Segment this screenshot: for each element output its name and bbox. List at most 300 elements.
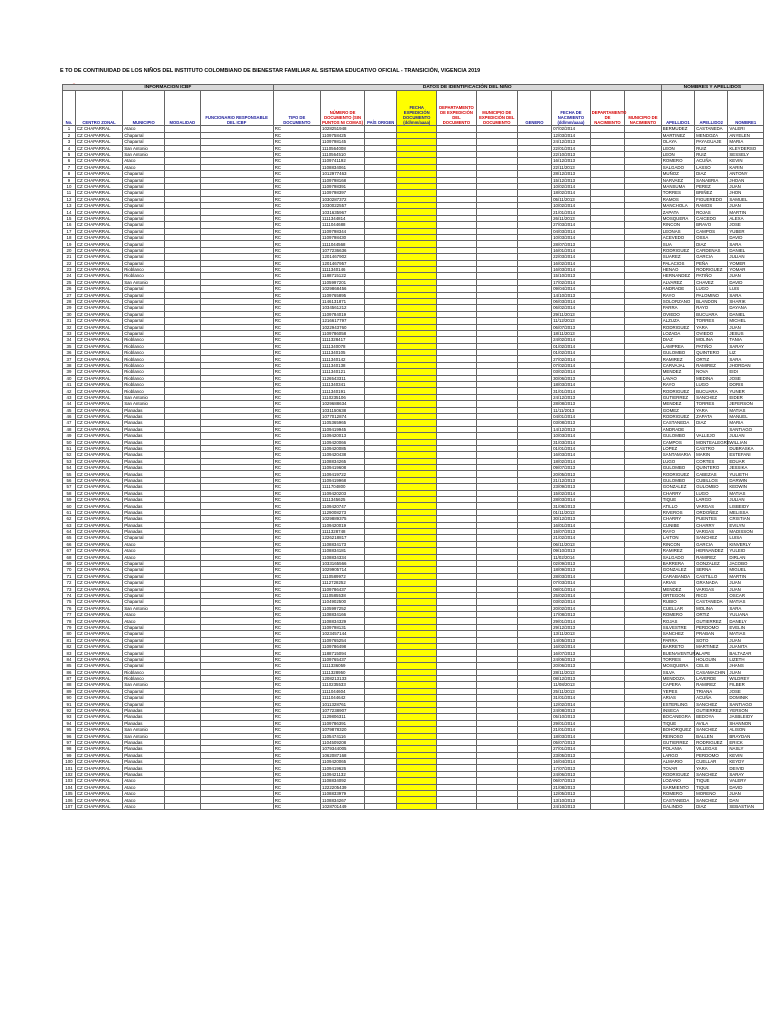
municipio-cell: Planadas — [123, 529, 165, 535]
nombre1-cell: DAN — [728, 797, 764, 803]
apellido1-cell: TIQUE — [661, 497, 694, 503]
municipio-cell: Chaparral — [123, 318, 165, 324]
dep-exp-cell — [437, 803, 477, 809]
apellido2-cell: MOLINA — [695, 605, 728, 611]
centro-zonal-cell: CZ CHAPARRAL — [75, 375, 122, 381]
fecha-nac-cell: 16/03/2014 — [552, 452, 591, 458]
fecha-nac-cell: 25/11/2013 — [552, 688, 591, 694]
col-header-modalidad: MODALIDAD — [165, 91, 200, 126]
fecha-nac-cell: 16/01/2014 — [552, 522, 591, 528]
centro-zonal-cell: CZ CHAPARRAL — [75, 497, 122, 503]
apellido1-cell: MOSQUERA — [661, 663, 694, 669]
nombre1-cell: SARA — [728, 241, 764, 247]
apellido1-cell: LEON — [661, 145, 694, 151]
apellido2-cell: HOLGUIN — [695, 656, 728, 662]
municipio-cell: Chaparral — [123, 171, 165, 177]
centro-zonal-cell: CZ CHAPARRAL — [75, 260, 122, 266]
fecha-nac-cell: 24/10/2013 — [552, 803, 591, 809]
tipo-doc-cell: RC — [273, 759, 320, 765]
fecha-nac-cell: 23/09/2013 — [552, 484, 591, 490]
centro-zonal-cell: CZ CHAPARRAL — [75, 605, 122, 611]
fecha-nac-cell: 24/06/2013 — [552, 771, 591, 777]
nombre1-cell: JULIAN — [728, 254, 764, 260]
tipo-doc-cell: RC — [273, 356, 320, 362]
apellido1-cell: MENDEZ — [661, 586, 694, 592]
row-number: 58 — [63, 490, 76, 496]
centro-zonal-cell: CZ CHAPARRAL — [75, 567, 122, 573]
municipio-cell: Ataco — [123, 548, 165, 554]
apellido2-cell: ORDOÑEZ — [695, 509, 728, 515]
row-number: 21 — [63, 254, 76, 260]
tipo-doc-cell: RC — [273, 452, 320, 458]
nombre1-cell: BRAYDAN — [728, 733, 764, 739]
row-number: 57 — [63, 484, 76, 490]
numero-doc-cell: 1109786437 — [321, 586, 365, 592]
row-number: 18 — [63, 235, 76, 241]
col-header-apellido2: APELLIDO2 — [695, 91, 728, 126]
nombre1-cell: YUNER — [728, 388, 764, 394]
row-number: 53 — [63, 458, 76, 464]
centro-zonal-cell: CZ CHAPARRAL — [75, 362, 122, 368]
municipio-cell: Planadas — [123, 739, 165, 745]
apellido2-cell: BLANDON — [695, 298, 728, 304]
fecha-nac-cell: 12/02/2014 — [552, 701, 591, 707]
fecha-nac-cell: 24/06/2013 — [552, 656, 591, 662]
tipo-doc-cell: RC — [273, 260, 320, 266]
numero-doc-cell: 1011328761 — [321, 701, 365, 707]
tipo-doc-cell: RC — [273, 235, 320, 241]
municipio-cell: Chaparral — [123, 132, 165, 138]
nombre1-cell: CRISTIAN — [728, 516, 764, 522]
nombre1-cell: DANELY — [728, 618, 764, 624]
apellido2-cell: MOLINA — [695, 337, 728, 343]
apellido2-cell: CASTANEDA — [695, 599, 728, 605]
centro-zonal-cell: CZ CHAPARRAL — [75, 196, 122, 202]
centro-zonal-cell: CZ CHAPARRAL — [75, 407, 122, 413]
apellido2-cell: TIQUE — [695, 778, 728, 784]
apellido2-cell: CARDENAS — [695, 247, 728, 253]
row-number: 99 — [63, 752, 76, 758]
row-number: 42 — [63, 388, 76, 394]
municipio-cell: Rioblanco — [123, 343, 165, 349]
nombre1-cell: SESSELY — [728, 151, 764, 157]
tipo-doc-cell: RC — [273, 650, 320, 656]
municipio-cell: Chaparral — [123, 305, 165, 311]
nombre1-cell: MARTIN — [728, 573, 764, 579]
municipio-cell: Chaparral — [123, 592, 165, 598]
municipio-cell: Chaparral — [123, 254, 165, 260]
tipo-doc-cell: RC — [273, 682, 320, 688]
numero-doc-cell: 1109420085 — [321, 445, 365, 451]
tipo-doc-cell: RC — [273, 388, 320, 394]
apellido2-cell: OVIEDO — [695, 330, 728, 336]
numero-doc-cell: 1129008273 — [321, 509, 365, 515]
apellido2-cell: GONZALEZ — [695, 560, 728, 566]
fecha-nac-cell: 27/03/2014 — [552, 222, 591, 228]
nombre1-cell: BALTAZAR — [728, 650, 764, 656]
nombre1-cell: DUBRASKA — [728, 445, 764, 451]
tipo-doc-cell: RC — [273, 746, 320, 752]
centro-zonal-cell: CZ CHAPARRAL — [75, 701, 122, 707]
tipo-doc-cell: RC — [273, 273, 320, 279]
apellido1-cell: RAMOS — [661, 196, 694, 202]
numero-doc-cell: 1012977463 — [321, 171, 365, 177]
apellido2-cell: VARGAS — [695, 503, 728, 509]
centro-zonal-cell: CZ CHAPARRAL — [75, 656, 122, 662]
apellido1-cell: HENAO — [661, 266, 694, 272]
row-number: 40 — [63, 375, 76, 381]
apellido2-cell: CHAVEZ — [695, 279, 728, 285]
apellido2-cell: PEREZ — [695, 183, 728, 189]
row-number: 103 — [63, 778, 76, 784]
row-number: 25 — [63, 279, 76, 285]
municipio-cell: Rioblanco — [123, 337, 165, 343]
municipio-cell: Chaparral — [123, 580, 165, 586]
numero-doc-cell: 1029688634 — [321, 401, 365, 407]
centro-zonal-cell: CZ CHAPARRAL — [75, 318, 122, 324]
apellido1-cell: CUELLAR — [661, 605, 694, 611]
centro-zonal-cell: CZ CHAPARRAL — [75, 797, 122, 803]
nombre1-cell: DEIVID — [728, 765, 764, 771]
apellido2-cell: PAYAGUAJE — [695, 139, 728, 145]
nombre1-cell: JESSIKA — [728, 465, 764, 471]
tipo-doc-cell: RC — [273, 612, 320, 618]
numero-doc-cell: 1129806311 — [321, 714, 365, 720]
tipo-doc-cell: RC — [273, 324, 320, 330]
fecha-nac-cell: 10/03/2014 — [552, 433, 591, 439]
nombre1-cell: SARA — [728, 605, 764, 611]
apellido1-cell: CHARRY — [661, 516, 694, 522]
numero-doc-cell: 1031635967 — [321, 209, 365, 215]
tipo-doc-cell: RC — [273, 522, 320, 528]
apellido1-cell: MARTINEZ — [661, 132, 694, 138]
tipo-doc-cell: RC — [273, 286, 320, 292]
numero-doc-cell: 1111340146 — [321, 266, 365, 272]
apellido1-cell: RODRIGUEZ — [661, 388, 694, 394]
apellido2-cell: LAVERDE — [695, 675, 728, 681]
mun-exp-cell — [476, 803, 517, 809]
apellido2-cell: VILLEGAS — [695, 746, 728, 752]
fecha-nac-cell: 09/10/2013 — [552, 548, 591, 554]
tipo-doc-cell: RC — [273, 541, 320, 547]
apellido2-cell: ACUÑA — [695, 695, 728, 701]
nombre1-cell: EVILYN — [728, 522, 764, 528]
nombre1-cell: LIZETH — [728, 656, 764, 662]
apellido2-cell: HERNANDEZ — [695, 548, 728, 554]
centro-zonal-cell: CZ CHAPARRAL — [75, 490, 122, 496]
col-header-mun-nac: MUNICIPIO DE NACIMIENTO — [625, 91, 662, 126]
apellido1-cell: PALACIOS — [661, 260, 694, 266]
centro-zonal-cell: CZ CHAPARRAL — [75, 350, 122, 356]
centro-zonal-cell: CZ CHAPARRAL — [75, 266, 122, 272]
centro-zonal-cell: CZ CHAPARRAL — [75, 599, 122, 605]
fecha-nac-cell: 08/01/2014 — [552, 586, 591, 592]
apellido2-cell: CASAMACHIN — [695, 669, 728, 675]
col-header-mun-exp: MUNICIPIO DE EXPEDICIÓN DEL DOCUMENTO — [476, 91, 517, 126]
tipo-doc-cell: RC — [273, 733, 320, 739]
apellido2-cell: RUIZ — [695, 151, 728, 157]
row-number: 47 — [63, 420, 76, 426]
apellido1-cell: ZAPATA — [661, 209, 694, 215]
municipio-cell: Chaparral — [123, 695, 165, 701]
table-body — [63, 126, 764, 810]
municipio-cell: Chaparral — [123, 599, 165, 605]
municipio-cell: Chaparral — [123, 183, 165, 189]
col-header-apellido1: APELLIDO1 — [661, 91, 694, 126]
apellido1-cell: HERNANDEZ — [661, 273, 694, 279]
numero-doc-cell: 1028701449 — [321, 803, 365, 809]
fecha-nac-cell: 16/01/2014 — [552, 247, 591, 253]
centro-zonal-cell: CZ CHAPARRAL — [75, 720, 122, 726]
nombre1-cell: MATIAS — [728, 490, 764, 496]
tipo-doc-cell: RC — [273, 203, 320, 209]
fecha-nac-cell: 21/01/2014 — [552, 209, 591, 215]
apellido1-cell: SUA — [661, 241, 694, 247]
numero-doc-cell: 1109420065 — [321, 759, 365, 765]
apellido2-cell: GARCIA — [695, 541, 728, 547]
row-number: 101 — [63, 765, 76, 771]
tipo-doc-cell: RC — [273, 644, 320, 650]
row-number: 100 — [63, 759, 76, 765]
nombre1-cell: YOMAR — [728, 266, 764, 272]
centro-zonal-cell: CZ CHAPARRAL — [75, 624, 122, 630]
apellido2-cell: VARGAS — [695, 586, 728, 592]
fecha-nac-cell: 24/12/2013 — [552, 394, 591, 400]
numero-doc-cell: 1111044604 — [321, 688, 365, 694]
apellido2-cell: GUTIERREZ — [695, 618, 728, 624]
numero-doc-cell: 1110564510 — [321, 151, 365, 157]
apellido1-cell: BUENAVENTURA — [662, 650, 699, 656]
fecha-nac-cell: 15/07/2013 — [552, 529, 591, 535]
centro-zonal-cell: CZ CHAPARRAL — [75, 183, 122, 189]
municipio-cell: Chaparral — [123, 560, 165, 566]
municipio-cell: Planadas — [123, 420, 165, 426]
apellido2-cell: ALAPE — [695, 650, 728, 656]
row-number: 83 — [63, 650, 76, 656]
apellido1-cell: ANDRADE — [661, 426, 694, 432]
apellido1-cell: SUAREZ — [661, 254, 694, 260]
modalidad-cell — [165, 803, 200, 809]
nombre1-cell: WILLIAN — [728, 439, 764, 445]
apellido2-cell: YARA — [695, 407, 728, 413]
fecha-nac-cell: 16/07/2013 — [552, 650, 591, 656]
fecha-nac-cell: 01/01/2014 — [552, 445, 591, 451]
tipo-doc-cell: RC — [273, 688, 320, 694]
municipio-cell: Ataco — [123, 126, 165, 132]
numero-doc-cell: 1208213133 — [321, 675, 365, 681]
centro-zonal-cell: CZ CHAPARRAL — [75, 279, 122, 285]
names-banner: NOMBRES Y APELLIDOS — [661, 85, 763, 91]
nombre1-cell: YULIANA — [728, 612, 764, 618]
apellido2-cell: RAMOS — [695, 203, 728, 209]
numero-doc-cell: 1108834265 — [321, 458, 365, 464]
row-number: 71 — [63, 573, 76, 579]
row-number: 88 — [63, 682, 76, 688]
municipio-cell: Chaparral — [123, 235, 165, 241]
apellido2-cell: ROJAS — [695, 209, 728, 215]
nombre1-cell: YOMER — [728, 260, 764, 266]
nombre1-cell: MATIAS — [728, 599, 764, 605]
tipo-doc-cell: RC — [273, 529, 320, 535]
apellido2-cell: CUBILLOS — [695, 477, 728, 483]
fecha-nac-cell: 29/01/2014 — [552, 618, 591, 624]
numero-doc-cell: 1111340105 — [321, 350, 365, 356]
nombre1-cell: DORIS — [728, 382, 764, 388]
centro-zonal-cell: CZ CHAPARRAL — [75, 554, 122, 560]
row-number: 64 — [63, 529, 76, 535]
row-number: 27 — [63, 292, 76, 298]
centro-zonal-cell: CZ CHAPARRAL — [75, 516, 122, 522]
municipio-cell: Planadas — [123, 439, 165, 445]
fecha-nac-cell: 29/11/2013 — [552, 311, 591, 317]
tipo-doc-cell: RC — [273, 407, 320, 413]
apellido1-cell: INSECA — [661, 707, 694, 713]
municipio-cell: Ataco — [123, 554, 165, 560]
apellido1-cell: YEPES — [661, 688, 694, 694]
centro-zonal-cell: CZ CHAPARRAL — [75, 650, 122, 656]
apellido1-cell: LARGO — [661, 752, 694, 758]
apellido1-cell: MUÑOZ — [661, 171, 694, 177]
nombre1-cell: SEBASTIAN — [728, 803, 764, 809]
apellido1-cell: ANDRADE — [661, 286, 694, 292]
tipo-doc-cell: RC — [273, 592, 320, 598]
fecha-nac-cell: 01/02/2014 — [552, 343, 591, 349]
numero-doc-cell: 1108834092 — [321, 778, 365, 784]
apellido1-cell: RAMIREZ — [661, 548, 694, 554]
municipio-cell: Chaparral — [123, 535, 165, 541]
child-id-banner: DATOS DE IDENTIFICACIÓN DEL NIÑO — [273, 85, 661, 91]
apellido1-cell: LAMPREA — [661, 343, 694, 349]
apellido2-cell: QUINTERO — [695, 350, 728, 356]
nombre1-cell: SARAY — [728, 343, 764, 349]
col-header-no: No. — [63, 91, 76, 126]
numero-doc-cell: 1105474116 — [321, 733, 365, 739]
apellido1-cell: RAYO — [661, 292, 694, 298]
apellido2-cell: SANCHEZ — [695, 535, 728, 541]
fecha-nac-cell: 20/02/2014 — [552, 605, 591, 611]
numero-doc-cell: 1105997252 — [321, 605, 365, 611]
apellido1-cell: ROMERO — [661, 158, 694, 164]
tipo-doc-cell: RC — [273, 311, 320, 317]
fecha-nac-cell: 22/01/2014 — [552, 145, 591, 151]
apellido2-cell: GUTIERREZ — [695, 707, 728, 713]
nombre1-cell: JASBLEIDY — [728, 714, 764, 720]
row-number: 41 — [63, 382, 76, 388]
municipio-cell: Planadas — [123, 522, 165, 528]
tipo-doc-cell: RC — [273, 714, 320, 720]
numero-doc-cell: 1077012874 — [321, 413, 365, 419]
numero-doc-cell: 1109419968 — [321, 477, 365, 483]
col-header-numero-doc: NÚMERO DE DOCUMENTO (SIN PUNTOS NI COMAS) — [321, 91, 365, 126]
apellido1-cell: MENDEZ — [661, 401, 694, 407]
nombre1-cell: JUAN — [728, 791, 764, 797]
fecha-nac-cell: 01/02/2014 — [552, 350, 591, 356]
apellido2-cell: MONTEALEGRE — [696, 439, 730, 445]
nombre1-cell: JUAN — [728, 586, 764, 592]
numero-doc-cell: 1034561212 — [321, 305, 365, 311]
fecha-nac-cell: 13/10/2013 — [552, 797, 591, 803]
apellido1-cell: MANSUMA — [661, 183, 694, 189]
centro-zonal-cell: CZ CHAPARRAL — [75, 803, 122, 809]
nombre1-cell: FILBER — [728, 682, 764, 688]
centro-zonal-cell: CZ CHAPARRAL — [75, 541, 122, 547]
centro-zonal-cell: CZ CHAPARRAL — [75, 695, 122, 701]
centro-zonal-cell: CZ CHAPARRAL — [75, 739, 122, 745]
apellido1-cell: PARRA — [661, 637, 694, 643]
row-number: 29 — [63, 305, 76, 311]
centro-zonal-cell: CZ CHAPARRAL — [75, 746, 122, 752]
nombre1-cell: DOMINIK — [728, 695, 764, 701]
numero-doc-cell: 1109419608 — [321, 465, 365, 471]
tipo-doc-cell: RC — [273, 509, 320, 515]
fecha-nac-cell: 10/02/2014 — [552, 203, 591, 209]
apellido2-cell: DIAZ — [695, 803, 728, 809]
apellido1-cell: GONZALEZ — [661, 484, 694, 490]
row-number: 14 — [63, 209, 76, 215]
fecha-nac-cell: 06/02/2014 — [552, 305, 591, 311]
centro-zonal-cell: CZ CHAPARRAL — [75, 477, 122, 483]
row-number: 60 — [63, 503, 76, 509]
centro-zonal-cell: CZ CHAPARRAL — [75, 439, 122, 445]
col-header-funcionario: FUNCIONARIO RESPONSABLE DEL ICBF — [200, 91, 273, 126]
nombre1-cell: ANYELEN — [728, 132, 764, 138]
numero-doc-cell: 1104509208 — [321, 739, 365, 745]
nombre1-cell: MARIA — [728, 420, 764, 426]
centro-zonal-cell: CZ CHAPARRAL — [75, 452, 122, 458]
nombre1-cell: YULEID — [728, 548, 764, 554]
col-header-municipio: MUNICIPIO — [123, 91, 165, 126]
apellido1-cell: CASTANEDA — [661, 797, 694, 803]
numero-doc-cell: 1111336059 — [321, 663, 365, 669]
tipo-doc-cell: RC — [273, 720, 320, 726]
apellido2-cell: PRABAN — [695, 631, 728, 637]
row-number: 9 — [63, 177, 76, 183]
apellido2-cell: AVILA — [695, 720, 728, 726]
municipio-cell: Planadas — [123, 433, 165, 439]
tipo-doc-cell: RC — [273, 247, 320, 253]
numero-doc-cell: 1030022557 — [321, 203, 365, 209]
municipio-cell: Planadas — [123, 746, 165, 752]
row-number: 44 — [63, 401, 76, 407]
tipo-doc-cell: RC — [273, 369, 320, 375]
nombre1-cell: MARIA — [728, 139, 764, 145]
apellido1-cell: GUTIERREZ — [661, 739, 694, 745]
fecha-nac-cell: 04/03/2014 — [552, 228, 591, 234]
nombre1-cell: JUAN — [728, 324, 764, 330]
apellido2-cell: GARCIA — [695, 254, 728, 260]
nombre1-cell: ESTEFANI — [728, 452, 764, 458]
centro-zonal-cell: CZ CHAPARRAL — [75, 509, 122, 515]
apellido1-cell: GONZALEZ — [661, 567, 694, 573]
centro-zonal-cell: CZ CHAPARRAL — [75, 535, 122, 541]
row-number: 1 — [63, 126, 76, 132]
fecha-nac-cell: 03/02/2014 — [552, 599, 591, 605]
municipio-cell: Ataco — [123, 784, 165, 790]
municipio-cell: Chaparral — [123, 177, 165, 183]
apellido2-cell: MARTINEZ — [695, 644, 728, 650]
fecha-nac-cell: 10/02/2014 — [552, 183, 591, 189]
municipio-cell: Planadas — [123, 407, 165, 413]
numero-doc-cell: 1109420066 — [321, 439, 365, 445]
apellido1-cell: BOHORQUEZ — [661, 727, 694, 733]
municipio-cell: Planadas — [123, 752, 165, 758]
municipio-cell: Chaparral — [123, 631, 165, 637]
row-number: 34 — [63, 337, 76, 343]
numero-doc-cell: 1109765254 — [321, 637, 365, 643]
row-number: 54 — [63, 465, 76, 471]
tipo-doc-cell: RC — [273, 631, 320, 637]
nombre1-cell: JEFERSON — [728, 401, 764, 407]
